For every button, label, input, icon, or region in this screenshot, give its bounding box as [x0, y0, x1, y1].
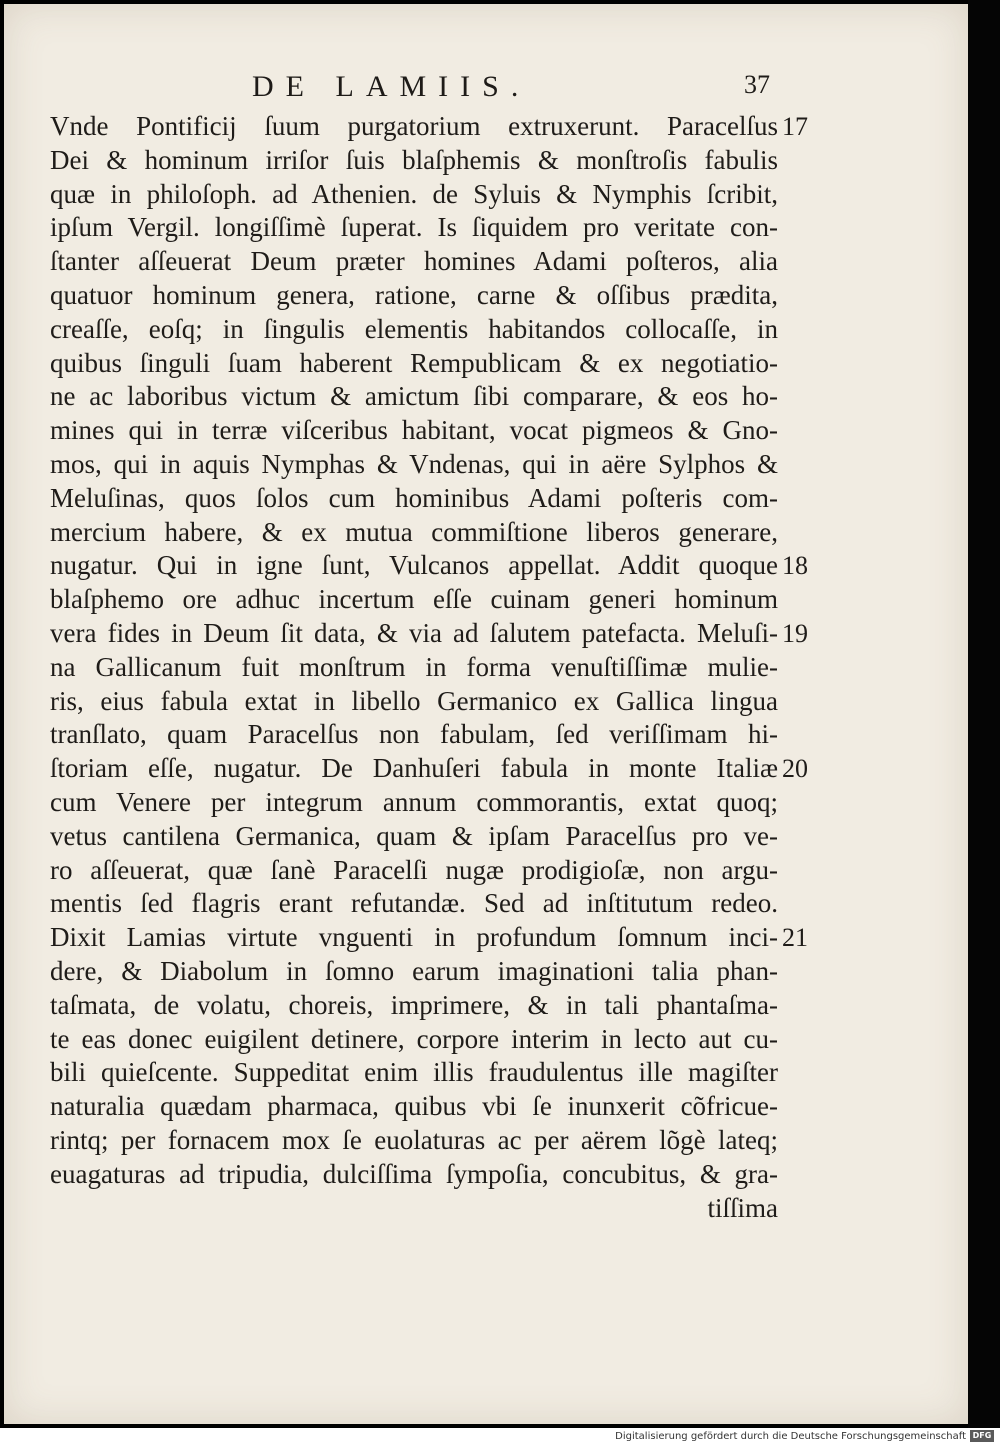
text-line [50, 752, 870, 786]
line-text: blaſphemo ore adhuc incertum eſſe cuinam generi hominum [50, 584, 778, 615]
text-line [50, 516, 870, 550]
line-text: mines qui in terræ viſceribus habitant, vocat pigmeos & Gno- [50, 415, 778, 446]
line-text: te eas donec euigilent detinere, corpore interim in lecto aut cu- [50, 1023, 778, 1054]
text-line [50, 1124, 870, 1158]
text-line [50, 820, 870, 854]
page-number: 37 [744, 70, 770, 99]
text-line [50, 313, 870, 347]
text-line [50, 347, 870, 381]
text-line [50, 1192, 870, 1226]
line-text: quatuor hominum genera, ratione, carne & oſſibus prædita, [50, 279, 778, 310]
line-text: Dei & hominum irriſor ſuis blaſphemis & monſtroſis fabulis [50, 144, 778, 175]
text-line [50, 448, 870, 482]
text-line [50, 583, 870, 617]
line-text: naturalia quædam pharmaca, quibus vbi ſe inunxerit cõfricue- [50, 1091, 778, 1122]
page-header [4, 70, 968, 110]
line-text: ne ac laboribus victum & amictum ſibi comparare, & eos ho- [50, 381, 778, 412]
line-text: Meluſinas, quos ſolos cum hominibus Adami poſteris com- [50, 482, 778, 513]
dfg-logo: DFG [970, 1430, 994, 1442]
line-text: ſtoriam eſſe, nugatur. De Danhuſeri fabula in monte Italiæ [50, 753, 778, 784]
text-line [50, 921, 870, 955]
line-text: creaſſe, eoſq; in ſingulis elementis habitandos collocaſſe, in [50, 313, 778, 344]
text-line [50, 854, 870, 888]
margin-note-number: 20 [782, 754, 808, 784]
text-line [50, 245, 870, 279]
margin-note-number: 21 [782, 923, 808, 953]
text-line [50, 482, 870, 516]
text-line [50, 549, 870, 583]
line-text: mercium habere, & ex mutua commiſtione liberos generare, [50, 516, 778, 547]
margin-note-number: 17 [782, 112, 808, 141]
line-text: bili quieſcente. Suppeditat enim illis fraudulentus ille magiſter [50, 1057, 778, 1088]
text-line [50, 1056, 870, 1090]
line-text: vera fides in Deum ſit data, & via ad ſalutem patefacta. Meluſi- [50, 617, 778, 648]
margin-note-number: 18 [782, 551, 808, 581]
text-line [50, 989, 870, 1023]
text-line [50, 955, 870, 989]
funding-credit: Digitalisierung gefördert durch die Deutsche Forschungsgemeinschaft [615, 1431, 966, 1442]
line-text: ſtanter aſſeuerat Deum præter homines Adami poſteros, alia [50, 246, 778, 277]
line-text: ris, eius fabula extat in libello Germanico ex Gallica lingua [50, 685, 778, 716]
line-text: ipſum Vergil. longiſſimè ſuperat. Is ſiquidem pro veritate con- [50, 212, 778, 243]
text-line [50, 617, 870, 651]
scan-right-edge [968, 0, 1000, 1428]
line-text: quibus ſinguli ſuam haberent Rempublicam & ex negotiatio- [50, 347, 778, 378]
line-text: taſmata, de volatu, choreis, imprimere, & in tali phantaſma- [50, 989, 778, 1020]
line-text: Vnde Pontificij ſuum purgatorium extruxerunt. Paracelſus [50, 111, 778, 141]
text-line [50, 887, 870, 921]
line-text: quæ in philoſoph. ad Athenien. de Syluis & Nymphis ſcribit, [50, 178, 778, 209]
line-text: vetus cantilena Germanica, quam & ipſam Paracelſus pro ve- [50, 820, 778, 851]
text-line [50, 786, 870, 820]
text-line [50, 651, 870, 685]
line-text: tranſlato, quam Paracelſus non fabulam, ſed veriſſimam hi- [50, 719, 778, 750]
text-line [50, 279, 870, 313]
digitization-footer [0, 1428, 1000, 1445]
margin-note-number: 19 [782, 618, 808, 648]
line-text: rintq; per fornacem mox ſe euolaturas ac per aërem lõgè lateq; [50, 1124, 778, 1155]
line-text: tiſſima [707, 1192, 778, 1223]
line-text: Dixit Lamias virtute vnguenti in profundum ſomnum inci- [50, 922, 778, 953]
text-line [50, 718, 870, 752]
line-text: na Gallicanum fuit monſtrum in forma venuſtiſſimæ mulie- [50, 651, 778, 682]
text-line [50, 1023, 870, 1057]
text-line [50, 414, 870, 448]
text-line [50, 110, 870, 144]
line-text: nugatur. Qui in igne ſunt, Vulcanos appellat. Addit quoque [50, 550, 778, 581]
book-page [4, 4, 968, 1424]
text-line [50, 380, 870, 414]
line-text: cum Venere per integrum annum commorantis, extat quoq; [50, 786, 778, 817]
text-line [50, 1090, 870, 1124]
body-text [50, 110, 870, 1225]
running-head: DE LAMIIS. [252, 70, 531, 103]
text-line [50, 211, 870, 245]
text-line [50, 1158, 870, 1192]
line-text: euagaturas ad tripudia, dulciſſima ſympoſia, concubitus, & gra- [50, 1158, 778, 1189]
text-line [50, 178, 870, 212]
text-line [50, 685, 870, 719]
line-text: mentis ſed flagris erant refutandæ. Sed ad inſtitutum redeo. [50, 888, 778, 919]
line-text: ro aſſeuerat, quæ ſanè Paracelſi nugæ prodigioſæ, non argu- [50, 854, 778, 885]
text-line [50, 144, 870, 178]
line-text: dere, & Diabolum in ſomno earum imaginationi talia phan- [50, 955, 778, 986]
line-text: mos, qui in aquis Nymphas & Vndenas, qui in aëre Sylphos & [50, 448, 778, 479]
